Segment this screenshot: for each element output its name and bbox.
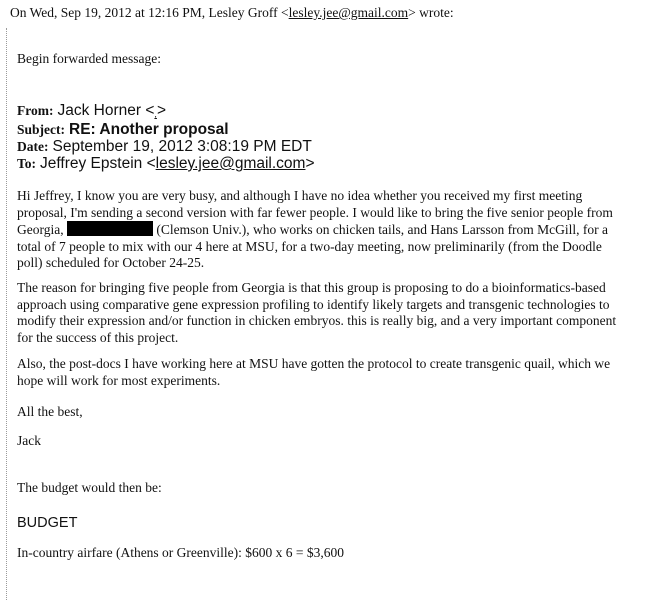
subject-header: [17, 121, 229, 139]
closing-line: All the best,: [17, 404, 83, 419]
from-email-link[interactable]: ,: [154, 109, 157, 119]
quote-header-prefix: On Wed, Sep 19, 2012 at 12:16 PM, Lesley Groff <: [10, 5, 289, 20]
from-label: From:: [17, 103, 54, 118]
subject-label: Subject:: [17, 122, 65, 137]
to-close: >: [305, 155, 315, 172]
to-email-link[interactable]: lesley.jee@gmail.com: [155, 155, 306, 172]
budget-line-airfare: In-country airfare (Athens or Greenville): $600 x 6 = $3,600: [17, 545, 345, 560]
paragraph-3: Also, the post-docs I have working here at MSU have gotten the protocol to create transgenic quail, which we hope will work for most experiments.: [17, 356, 611, 388]
date-value: September 19, 2012 3:08:19 PM EDT: [52, 138, 312, 155]
quote-header: [10, 5, 454, 21]
date-label: Date:: [17, 139, 49, 154]
budget-intro: The budget would then be:: [17, 480, 162, 495]
quote-header-suffix: > wrote:: [408, 5, 454, 20]
paragraph-2: The reason for bringing five people from Georgia is that this group is proposing to do a bioinformatics-based approach using comparative gene expression profiling to identify likely targets and transgenic technologies to modify their expression and/or function in chicken embryos. this is really big, and a very important component for the success of this project.: [17, 280, 617, 345]
paragraph-1: [17, 188, 617, 272]
quote-border: [6, 28, 7, 600]
to-label: To:: [17, 156, 37, 171]
paragraph-1-start: Hi Jeffrey, I know you are very busy, and although I have no idea whether you received my first meeting proposal, I'm sending a second version with far fewer people. I would like to bring the five senior people from Georgia,: [17, 188, 613, 237]
to-value: [40, 155, 315, 172]
budget-heading: BUDGET: [17, 515, 78, 531]
signature: Jack: [17, 433, 41, 448]
date-header: [17, 138, 312, 156]
from-close: >: [156, 102, 166, 119]
quote-header-email-link[interactable]: lesley.jee@gmail.com: [288, 5, 409, 20]
from-name: Jack Horner <: [57, 102, 155, 119]
redaction-block: [67, 221, 153, 236]
to-name: Jeffrey Epstein <: [40, 155, 156, 172]
from-header: [17, 102, 166, 120]
to-header: [17, 155, 315, 173]
forwarded-message-label: Begin forwarded message:: [17, 51, 161, 66]
paragraph-1-end: (Clemson Univ.), who works on chicken tails, and Hans Larsson from McGill, for a total of 7 people to mix with our 4 here at MSU, for a two-day meeting, now preliminarily (from the Doodle poll) scheduled for October 24-25.: [17, 222, 609, 270]
subject-value: RE: Another proposal: [69, 121, 229, 138]
from-value: [58, 102, 167, 119]
